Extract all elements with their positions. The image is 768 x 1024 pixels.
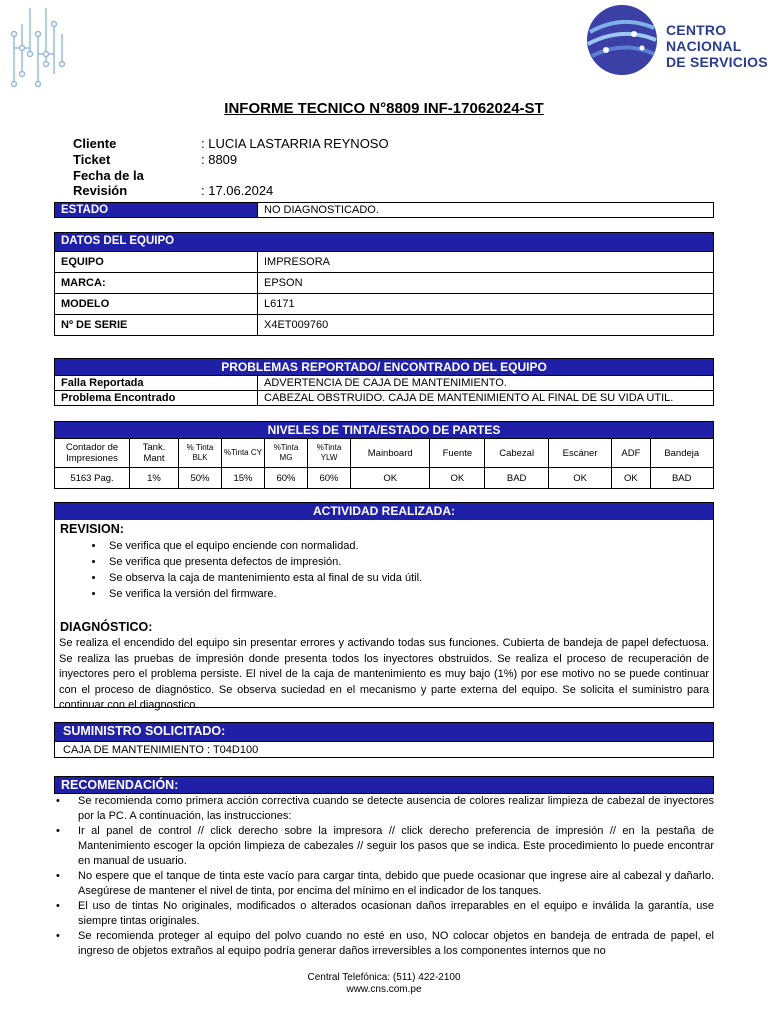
diagnostico-text: Se realiza el encendido del equipo sin presentar errores y activando todas sus funciones. Cubierta de bandeja de papel defectuosa. Se realiza las pruebas de impresión donde presenta todos los inyectores obstruidos. Se realiza el proceso de recuperación de inyectores pero el problema persiste. El nivel de la caja de mantenimiento es muy bajo (1%) por ese motivo no se puede continuar con el proceso de diagnóstico. Se observa suciedad en el mecanismo y parte externa del equipo. Se solicita el suministro para continuar con el diagnostico. [59,637,709,711]
recommendation-header: RECOMENDACIÓN: [54,776,714,794]
reported-fault-label: Falla Reportada [55,376,258,391]
recommendation-list [54,794,714,959]
activity-header: ACTIVIDAD REALIZADA: [55,503,713,520]
equipment-value: IMPRESORA [258,252,714,273]
table-cell: OK [548,468,611,489]
list-item: • Se verifica que el equipo enciende con normalidad. [105,538,713,554]
footer-phone: Central Telefónica: (511) 422-2100 [307,972,461,983]
ticket-value: : 8809 [201,152,238,167]
table-cell: 50% [179,468,222,489]
col-header: Cabezal [485,439,548,468]
table-cell: 1% [130,468,179,489]
status-table [54,202,714,218]
brand-name [666,22,768,70]
status-label: ESTADO [55,203,258,218]
problems-header: PROBLEMAS REPORTADO/ ENCONTRADO DEL EQUIPO [54,358,714,375]
table-cell: 60% [308,468,351,489]
report-title: INFORME TECNICO N°8809 INF-17062024-ST [224,100,544,117]
ink-levels-header: NIVELES DE TINTA/ESTADO DE PARTES [54,421,714,438]
table-cell: OK [351,468,430,489]
ink-levels-table [54,438,714,489]
table-cell: BAD [485,468,548,489]
serial-label: Nº DE SERIE [55,315,258,336]
col-header: Bandeja [650,439,714,468]
revision-title: REVISION: [60,522,124,536]
date-value: : 17.06.2024 [201,183,274,198]
equipment-section [54,232,714,336]
brand-line-2: NACIONAL [666,38,742,54]
brand-line-3: DE SERVICIOS [666,54,768,70]
table-cell: BAD [650,468,714,489]
date-label: Fecha de la Revisión [73,168,144,198]
col-header: Escáner [548,439,611,468]
table-cell: OK [430,468,485,489]
reported-fault-value: ADVERTENCIA DE CAJA DE MANTENIMIENTO. [258,376,714,391]
col-header: %Tinta MG [265,439,308,468]
diagnostico-title: DIAGNÓSTICO: [60,620,153,634]
client-label: Cliente [73,136,117,151]
brand-value: EPSON [258,273,714,294]
list-item: • No espere que el tanque de tinta este vacío para cargar tinta, debido que puede ocasionar que ingrese aire al cabezal y dañarlo. Asegúrese de mantener el nivel de tinta, por encima del mínimo en el indicador de los tanques. [78,869,714,899]
found-problem-value: CABEZAL OBSTRUIDO. CAJA DE MANTENIMIENTO AL FINAL DE SU VIDA UTIL. [258,391,714,406]
date-row [73,168,273,198]
status-value: NO DIAGNOSTICADO. [258,203,714,218]
ticket-label: Ticket [73,152,111,167]
serial-value: X4ET009760 [258,315,714,336]
list-item: • Se recomienda como primera acción correctiva cuando se detecte ausencia de colores realizar limpieza de cabezal de inyectores por la PC. A continuación, las instrucciones: [78,794,714,824]
client-value: : LUCIA LASTARRIA REYNOSO [201,136,389,151]
problems-section [54,358,714,406]
equipment-label: EQUIPO [55,252,258,273]
ticket-row [73,152,237,167]
col-header: Tank. Mant [130,439,179,468]
supply-value: CAJA DE MANTENIMIENTO : T04D100 [55,741,713,758]
list-item: • Ir al panel de control // click derecho sobre la impresora // click derecho preferencia de impresión // en la pestaña de Mantenimiento escoger la opción limpieza de cabezales // seguir los pasos que se indica. Este procedimiento lo puede encontrar en manual de usuario. [78,824,714,869]
recommendation-section [54,776,714,960]
equipment-header: DATOS DEL EQUIPO [54,232,714,251]
col-header: % Tinta BLK [179,439,222,468]
model-value: L6171 [258,294,714,315]
client-row [73,136,389,151]
col-header: Fuente [430,439,485,468]
footer-website: www.cns.com.pe [346,984,422,995]
equipment-table [54,251,714,336]
supply-section [54,722,714,758]
col-header: Contador de Impresiones [55,439,130,468]
list-item: • Se observa la caja de mantenimiento esta al final de su vida útil. [105,570,713,586]
activity-section [54,502,714,711]
col-header: %Tinta CY [222,439,265,468]
model-label: MODELO [55,294,258,315]
problems-table [54,375,714,406]
list-item: • Se verifica la versión del firmware. [105,586,713,602]
col-header: Mainboard [351,439,430,468]
globe-logo-icon [584,4,660,76]
brand-line-1: CENTRO [666,22,727,38]
table-cell: 5163 Pag. [55,468,130,489]
table-cell: OK [612,468,650,489]
supply-header: SUMINISTRO SOLICITADO: [55,723,713,741]
footer [0,972,768,996]
found-problem-label: Problema Encontrado [55,391,258,406]
table-cell: 15% [222,468,265,489]
brand-label: MARCA: [55,273,258,294]
brand-logo [584,4,768,76]
col-header: %Tinta YLW [308,439,351,468]
list-item: • El uso de tintas No originales, modificados o alterados ocasionan daños irreparables en el equipo e inválida la garantía, use siempre tintas originales. [78,899,714,929]
ink-levels-section [54,421,714,489]
col-header: ADF [612,439,650,468]
list-item: • Se recomienda proteger al equipo del polvo cuando no esté en uso, NO colocar objetos en bandeja de entrada de papel, el ingreso de objetos extraños al equipo podría generar daños irreversibles a los componentes internos que no [78,929,714,959]
table-cell: 60% [265,468,308,489]
list-item: • Se verifica que presenta defectos de impresión. [105,554,713,570]
revision-list [55,538,713,602]
circuit-decoration-icon [6,4,68,88]
